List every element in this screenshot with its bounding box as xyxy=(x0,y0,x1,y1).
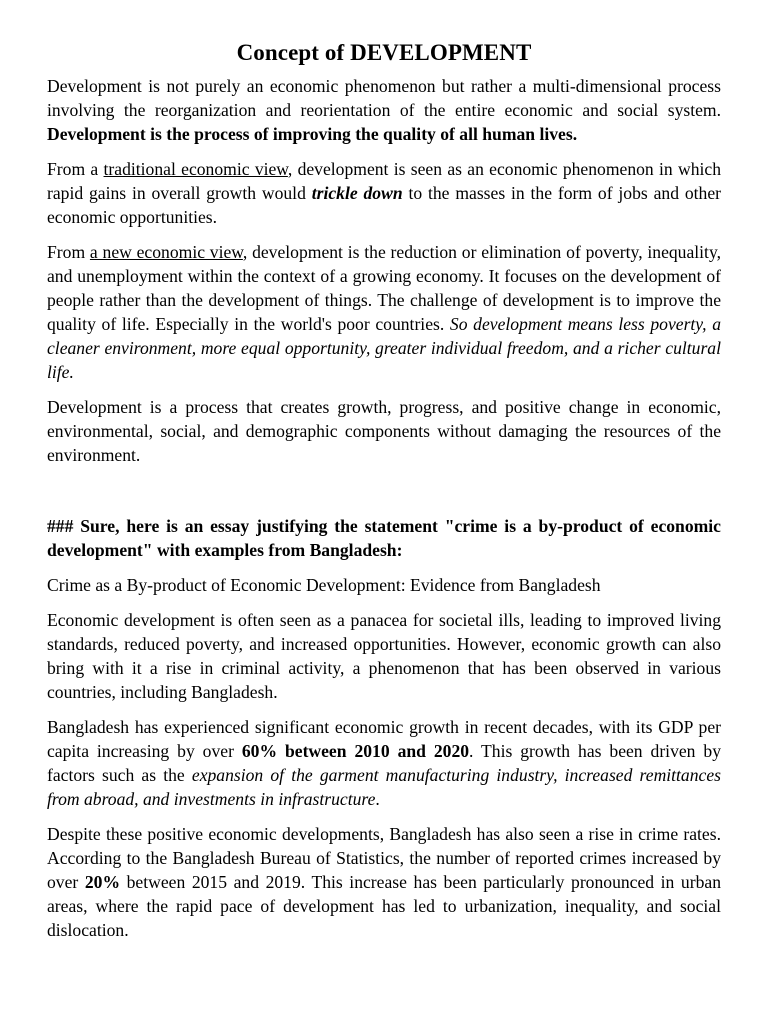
italic-text: So development means less poverty, a cleaner environment, more equal opportunity, greater individual freedom, and a richer cultural life. xyxy=(47,314,721,382)
text: Bangladesh has experienced significant economic growth in recent decades, with its GDP per capita increasing by over xyxy=(47,717,721,761)
bold-italic-text: trickle down xyxy=(311,183,403,203)
text: to the masses in the form of jobs and other economic opportunities. xyxy=(47,183,721,227)
text: , development is the reduction or elimination of poverty, inequality, and unemployment within the context of a growing economy. It focuses on the development of people rather than the development of things. The challenge of development is to improve the quality of life. Especially in the world's poor countries. xyxy=(47,242,721,334)
text: Economic development is often seen as a panacea for societal ills, leading to improved living standards, reduced poverty, and increased opportunities. However, economic growth can also bring with it a rise in criminal activity, a phenomenon that has been observed in various countries, including Bangladesh. xyxy=(47,610,721,702)
underlined-text: traditional economic view xyxy=(103,159,288,179)
bold-text: Development is the process of improving the quality of all human lives. xyxy=(47,124,578,144)
bold-text: 60% between 2010 and 2020 xyxy=(241,741,470,761)
text: Development is not purely an economic phenomenon but rather a multi-dimensional process involving the reorganization and reorientation of the entire economic and social system. xyxy=(47,76,721,120)
text: From a xyxy=(47,159,104,179)
italic-text: expansion of the garment manufacturing industry, increased remittances from abroad, and investments in infrastructure xyxy=(47,765,721,809)
page-title: Concept of DEVELOPMENT xyxy=(236,40,532,65)
text: From xyxy=(47,242,90,262)
text: . xyxy=(375,789,380,809)
essay-paragraph-crime xyxy=(47,822,721,942)
paragraph-traditional-view xyxy=(47,157,721,229)
essay-heading: ### Sure, here is an essay justifying the statement "crime is a by-product of economic development" with examples from Bangladesh: xyxy=(47,516,721,560)
paragraph-new-view xyxy=(47,240,721,384)
text: Despite these positive economic developments, Bangladesh has also seen a rise in crime rates. According to the Bangladesh Bureau of Statistics, the number of reported crimes increased by over xyxy=(47,824,721,892)
spacer xyxy=(47,478,721,514)
essay-paragraph-intro xyxy=(47,608,721,704)
text: Development is a process that creates growth, progress, and positive change in economic, environmental, social, and demographic components without damaging the resources of the environment. xyxy=(47,397,721,465)
text: . This growth has been driven by factors such as the xyxy=(47,741,721,785)
paragraph-definition xyxy=(47,74,721,146)
essay-title: Crime as a By-product of Economic Development: Evidence from Bangladesh xyxy=(47,575,601,595)
essay-paragraph-growth xyxy=(47,715,721,811)
underlined-text: a new economic view xyxy=(89,242,243,262)
paragraph-process xyxy=(47,395,721,467)
text: between 2015 and 2019. This increase has been particularly pronounced in urban areas, where the rapid pace of development has led to urbanization, inequality, and social dislocation. xyxy=(47,872,721,940)
bold-text: 20% xyxy=(84,872,121,892)
text: , development is seen as an economic phenomenon in which rapid gains in overall growth would xyxy=(47,159,721,203)
